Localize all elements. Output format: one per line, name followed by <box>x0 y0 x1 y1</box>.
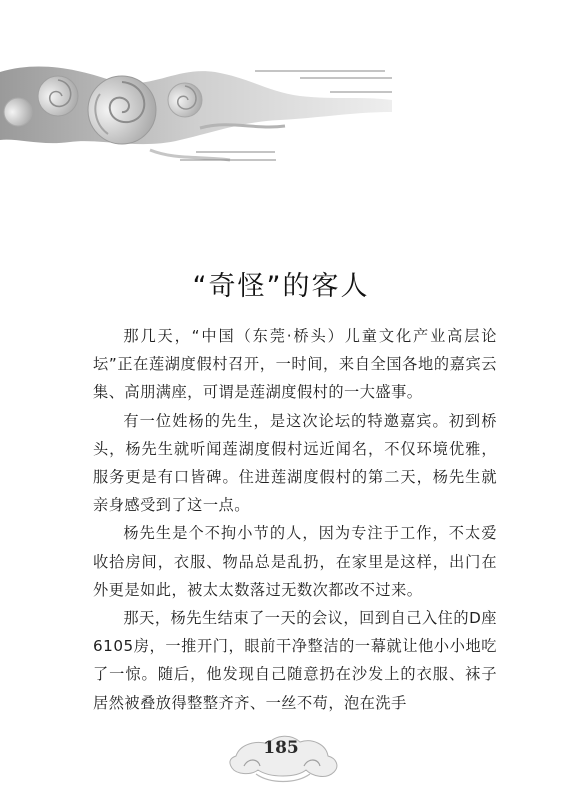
page-number: 185 <box>263 738 299 758</box>
paragraph: 那几天，“中国（东莞·桥头）儿童文化产业高层论坛”正在莲湖度假村召开，一时间，来自全国各地的嘉宾云集、高朋满座，可谓是莲湖度假村的一大盛事。 <box>93 327 497 402</box>
paragraph: 有一位姓杨的先生，是这次论坛的特邀嘉宾。初到桥头，杨先生就听闻莲湖度假村远近闻名，不仅环境优雅，服务更是有口皆碑。住进莲湖度假村的第二天，杨先生就亲身感受到了这一点。 <box>93 411 497 515</box>
cloud-scroll-icon <box>0 0 562 190</box>
body-text <box>93 322 497 717</box>
paragraph: 杨先生是个不拘小节的人，因为专注于工作，不太爱收拾房间，衣服、物品总是乱扔，在家里是这样，出门在外更是如此，被太太数落过无数次都改不过来。 <box>93 524 497 599</box>
chapter-title: “奇怪”的客人 <box>192 271 370 303</box>
paragraph: 那天，杨先生结束了一天的会议，回到自己入住的D座6105房，一推开门，眼前干净整洁的一幕就让他小小地吃了一惊。随后，他发现自己随意扔在沙发上的衣服、袜子居然被叠放得整整齐齐、一丝不苟，泡在洗手 <box>93 609 497 712</box>
